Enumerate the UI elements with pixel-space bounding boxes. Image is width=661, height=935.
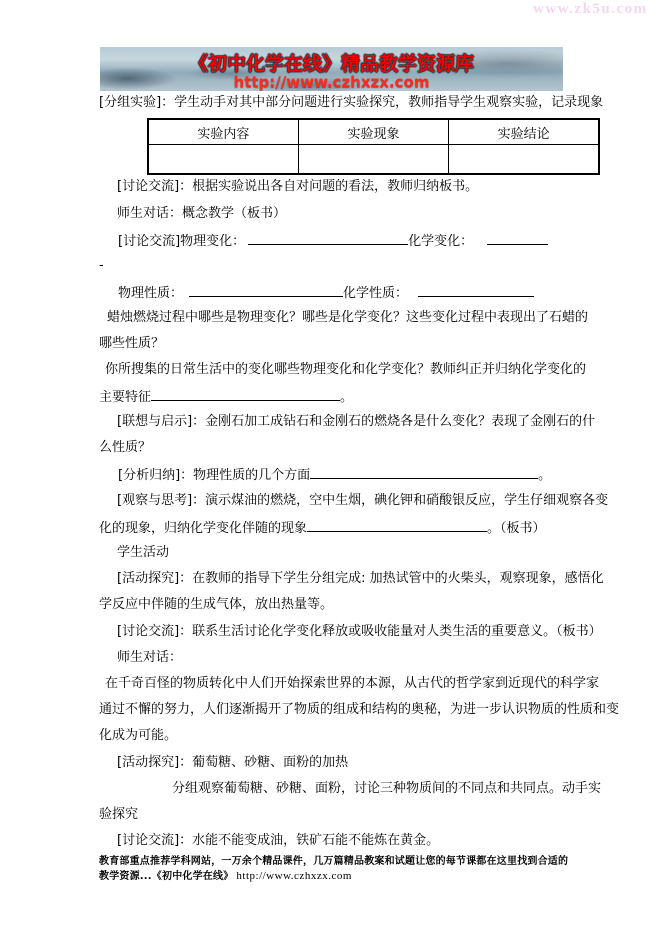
text-line [172, 781, 601, 797]
text-segment: [活动探究]：在教师的指导下学生分组完成: 加热试管中的火柴头，观察现象，感悟化 [117, 571, 604, 586]
text-segment: 。 [340, 390, 354, 405]
text-segment: 在千奇百怪的物质转化中人们开始探索世界的本源，从古代的哲学家到近现代的科学家 [105, 676, 600, 691]
text-line [118, 232, 548, 250]
blank-underline [310, 466, 538, 479]
text-segment: - [99, 258, 104, 273]
site-banner [100, 47, 563, 91]
footer-url: http://www.czhxzx.com [236, 870, 352, 882]
text-segment: 。（板书） [487, 521, 546, 536]
text-segment: 哪些性质？ [99, 336, 165, 351]
blank-underline [189, 284, 343, 297]
table-row [148, 145, 599, 175]
experiment-table [147, 118, 600, 175]
table-header-content: 实验内容 [148, 119, 298, 145]
text-line [105, 676, 599, 692]
text-line [117, 414, 595, 430]
text-segment: 验探究 [99, 807, 139, 822]
text-line [117, 624, 602, 640]
footer-text: 教学资源...《初中化学在线》 [99, 871, 234, 882]
table-header-conclusion: 实验结论 [449, 119, 599, 145]
text-line [117, 179, 478, 195]
text-segment: 通过不懈的努力，人们逐渐揭开了物质的组成和结构的奥秘，为进一步认识物质的性质和变 [99, 702, 620, 717]
text-segment: 物理性质： [118, 286, 184, 301]
text-line [117, 545, 169, 561]
text-segment: [分组实验]：学生动手对其中部分问题进行实验探究，教师指导学生观察实验，记录现象 [99, 95, 604, 110]
text-segment: 化学性质： [343, 286, 409, 301]
text-line [117, 571, 604, 587]
text-line [99, 597, 333, 613]
text-segment: 师生对话： [117, 650, 183, 665]
footer-line-2 [99, 867, 352, 882]
table-cell [449, 145, 599, 175]
text-line [118, 466, 551, 484]
blank-underline [248, 232, 408, 245]
text-segment: [活动探究]：葡萄糖、砂糖、面粉的加热 [117, 755, 349, 770]
text-line [117, 833, 439, 849]
text-segment: 主要特征 [99, 390, 152, 405]
text-line [99, 702, 619, 718]
text-line [117, 493, 608, 509]
text-segment: 学生活动 [117, 545, 170, 560]
blank-underline [151, 388, 340, 401]
text-line [118, 284, 534, 302]
table-header-phenomenon: 实验现象 [298, 119, 448, 145]
blank-underline [418, 284, 534, 297]
text-line [117, 206, 286, 222]
text-line [117, 755, 348, 771]
text-line [99, 95, 603, 111]
text-line [99, 440, 151, 456]
text-segment: 化学变化： [408, 234, 474, 249]
text-segment: [分析归纳]：物理性质的几个方面 [118, 468, 311, 483]
text-segment: 。 [538, 468, 552, 483]
text-segment: 你所搜集的日常生活中的变化哪些物理变化和化学变化？教师纠正并归纳化学变化的 [105, 362, 587, 377]
text-line [99, 519, 546, 537]
text-segment: [观察与思考]：演示煤油的燃烧，空中生烟，碘化钾和硝酸银反应，学生仔细观察各变 [117, 493, 609, 508]
text-segment: 么性质？ [99, 440, 152, 455]
table-header-row [148, 119, 599, 145]
blank-underline [307, 519, 487, 532]
text-segment: [讨论交流]物理变化： [118, 234, 246, 249]
text-line [105, 362, 586, 378]
text-line [99, 336, 164, 352]
text-segment: 蜡烛燃烧过程中哪些是物理变化？哪些是化学变化？这些变化过程中表现出了石蜡的 [107, 310, 589, 325]
text-segment: [讨论交流]：联系生活讨论化学变化释放或吸收能量对人类生活的重要意义。（板书） [117, 624, 602, 639]
text-line [107, 310, 588, 326]
text-segment: 化的现象，归纳化学变化伴随的现象 [99, 521, 308, 536]
blank-underline [487, 232, 548, 245]
footer-line-1: 教育部重点推荐学科网站，一万余个精品课件，几万篇精品教案和试题让您的每节课都在这里找到合适的 [99, 856, 569, 867]
text-segment: 师生对话：概念教学（板书） [117, 206, 287, 221]
text-segment: 化成为可能。 [99, 728, 178, 743]
banner-title: 《初中化学在线》精品教学资源库 [188, 53, 474, 75]
text-segment: 分组观察葡萄糖、砂糖、面粉，讨论三种物质间的不同点和共同点。动手实 [172, 781, 602, 796]
banner-url: http://www.czhxzx.com [233, 73, 430, 91]
text-line [117, 650, 182, 666]
text-segment: [讨论交流]：水能不能变成油，铁矿石能不能炼在黄金。 [117, 833, 440, 848]
table-cell [298, 145, 448, 175]
text-line [99, 258, 104, 274]
text-segment: 学反应中伴随的生成气体，放出热量等。 [99, 597, 334, 612]
text-segment: [联想与启示]：金刚石加工成钻石和金刚石的燃烧各是什么变化？表现了金刚石的什 [117, 414, 596, 429]
text-line [99, 728, 177, 744]
text-segment: [讨论交流]：根据实验说出各自对问题的看法，教师归纳板书。 [117, 179, 479, 194]
table-cell [148, 145, 298, 175]
watermark: www.zk5u.com [533, 1, 648, 17]
text-line [99, 807, 138, 823]
text-line [99, 388, 353, 406]
